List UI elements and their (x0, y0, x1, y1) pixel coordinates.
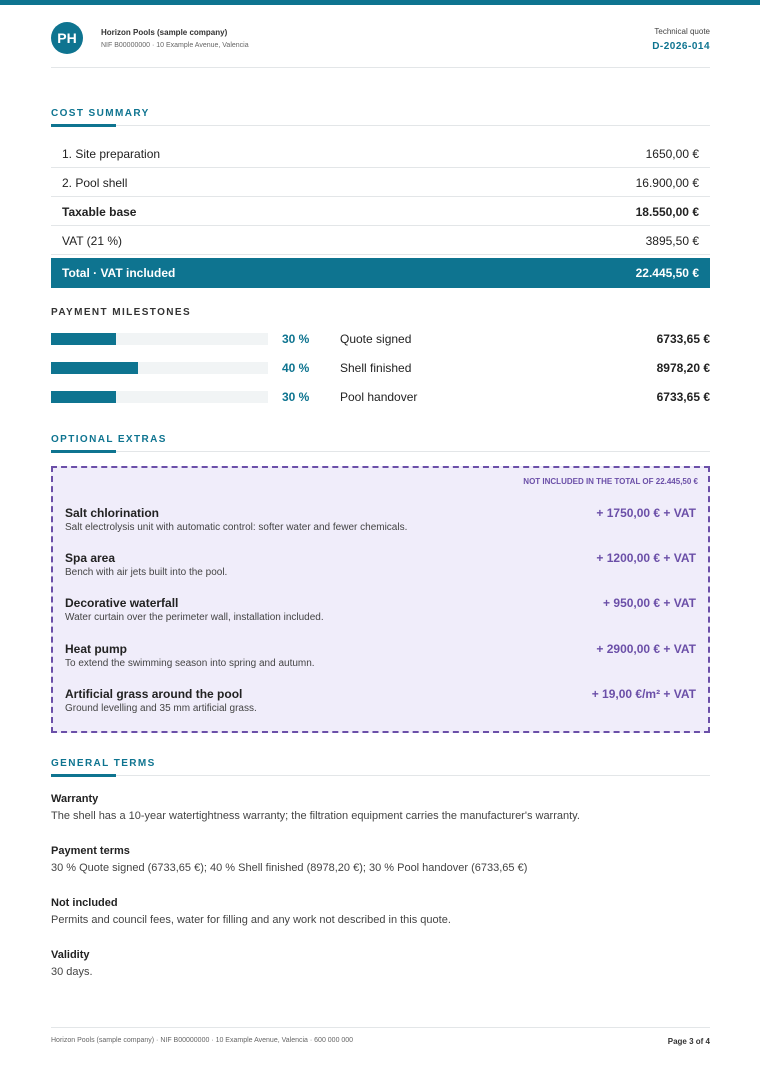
cost-row-value: 18.550,00 € (635, 205, 699, 219)
cost-row-value: 3895,50 € (645, 234, 699, 248)
cost-row-label: VAT (21 %) (62, 234, 123, 248)
company-address: NIF B00000000 · 10 Example Avenue, Valencia (101, 42, 249, 49)
milestone-progress-bar (51, 362, 268, 374)
term-item (51, 845, 710, 874)
extra-name: Heat pump (65, 642, 128, 656)
total-label: Total · VAT included (62, 266, 176, 280)
page-footer (51, 1027, 710, 1051)
payment-milestones-list (51, 324, 710, 411)
extra-description: Water curtain over the perimeter wall, installation included. (65, 612, 324, 623)
term-body: 30 days. (51, 966, 93, 978)
term-title: Not included (51, 897, 118, 909)
document-number: D-2026-014 (652, 41, 710, 52)
extra-name: Spa area (65, 551, 116, 565)
term-item (51, 793, 710, 822)
extra-description: Ground levelling and 35 mm artificial grass. (65, 703, 257, 714)
company-name: Horizon Pools (sample company) (101, 28, 228, 37)
cost-row (51, 139, 710, 168)
milestone-row (51, 353, 710, 382)
extra-description: Bench with air jets built into the pool. (65, 567, 228, 578)
milestone-amount: 6733,65 € (656, 332, 710, 346)
extra-name: Decorative waterfall (65, 596, 179, 610)
milestone-percent: 40 % (282, 361, 310, 375)
extra-description: To extend the swimming season into spring and autumn. (65, 658, 315, 669)
extra-price: + 19,00 €/m² + VAT (591, 687, 696, 701)
term-title: Warranty (51, 793, 99, 805)
milestone-row (51, 382, 710, 411)
term-item (51, 897, 710, 926)
document-type: Technical quote (654, 27, 710, 36)
term-title: Payment terms (51, 845, 130, 857)
milestone-progress-fill (51, 362, 138, 374)
milestone-percent: 30 % (282, 332, 310, 346)
extra-item (65, 642, 696, 682)
cost-row-label: 2. Pool shell (62, 176, 128, 190)
extras-not-included-note: NOT INCLUDED IN THE TOTAL OF 22.445,50 € (523, 477, 698, 486)
optional-extras-heading: OPTIONAL EXTRAS (51, 434, 710, 452)
taxable-base-row (51, 197, 710, 226)
milestone-progress-bar (51, 391, 268, 403)
vat-row (51, 226, 710, 255)
extra-item (65, 596, 696, 636)
milestone-amount: 6733,65 € (656, 390, 710, 404)
top-accent-bar (0, 0, 760, 5)
milestone-label: Pool handover (340, 390, 418, 404)
cost-row-label: Taxable base (62, 205, 137, 219)
milestone-label: Quote signed (340, 332, 412, 346)
extra-item (65, 687, 696, 727)
extra-price: + 1750,00 € + VAT (596, 506, 696, 520)
general-terms-heading: GENERAL TERMS (51, 758, 710, 776)
extra-item (65, 506, 696, 546)
extra-description: Salt electrolysis unit with automatic control: softer water and fewer chemicals. (65, 522, 408, 533)
milestone-amount: 8978,20 € (656, 361, 710, 375)
milestone-label: Shell finished (340, 361, 412, 375)
cost-row (51, 168, 710, 197)
footer-company-info: Horizon Pools (sample company) · NIF B00000000 · 10 Example Avenue, Valencia · 600 000 000 (51, 1037, 354, 1044)
term-item (51, 949, 710, 978)
cost-row-value: 1650,00 € (645, 147, 699, 161)
cost-summary-heading: COST SUMMARY (51, 108, 710, 126)
document-header (51, 22, 710, 68)
cost-summary-table (51, 139, 710, 288)
milestone-progress-bar (51, 333, 268, 345)
total-row (51, 258, 710, 288)
page-number: Page 3 of 4 (667, 1037, 710, 1046)
cost-row-value: 16.900,00 € (635, 176, 699, 190)
term-body: 30 % Quote signed (6733,65 €); 40 % Shell finished (8978,20 €); 30 % Pool handover (6733,65 €) (51, 862, 528, 874)
extra-item (65, 551, 696, 591)
term-body: Permits and council fees, water for filling and any work not described in this quote. (51, 914, 451, 926)
payment-milestones-heading: PAYMENT MILESTONES (51, 307, 192, 318)
extra-price: + 950,00 € + VAT (603, 596, 696, 610)
company-logo: PH (51, 22, 83, 54)
extra-price: + 1200,00 € + VAT (596, 551, 696, 565)
extra-price: + 2900,00 € + VAT (596, 642, 696, 656)
extra-name: Salt chlorination (65, 506, 160, 520)
cost-row-label: 1. Site preparation (62, 147, 161, 161)
milestone-row (51, 324, 710, 353)
milestone-progress-fill (51, 391, 116, 403)
milestone-progress-fill (51, 333, 116, 345)
optional-extras-box (51, 466, 710, 733)
total-value: 22.445,50 € (635, 266, 699, 280)
extra-name: Artificial grass around the pool (65, 687, 243, 701)
milestone-percent: 30 % (282, 390, 310, 404)
term-title: Validity (51, 949, 90, 961)
term-body: The shell has a 10-year watertightness warranty; the filtration equipment carries the manufacturer's warranty. (51, 810, 580, 822)
